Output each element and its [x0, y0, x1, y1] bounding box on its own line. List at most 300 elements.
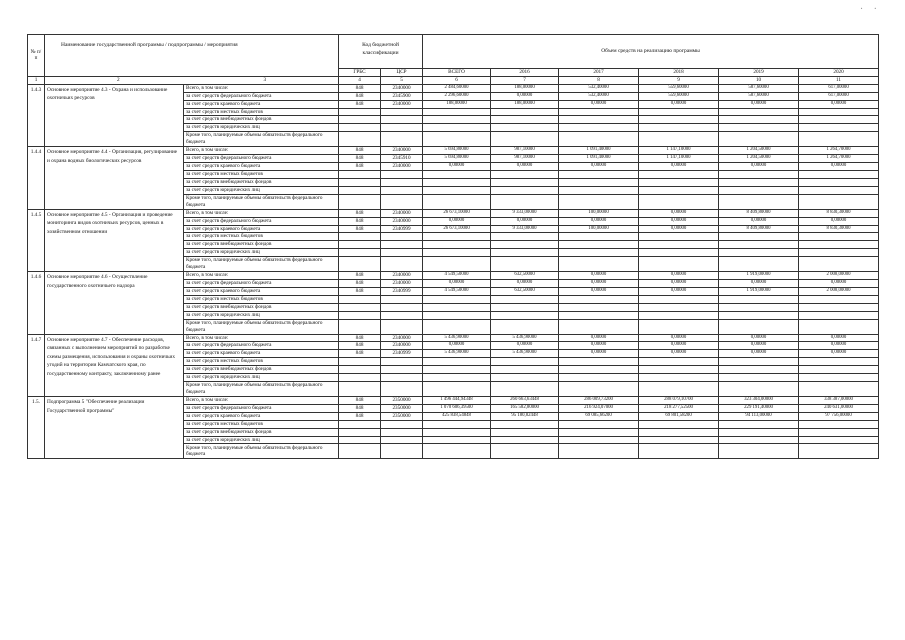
empty-cell: [559, 295, 639, 303]
empty-cell: [799, 374, 879, 382]
empty-cell: [491, 358, 559, 366]
amount-cell: 1 091,40000: [559, 155, 639, 163]
funding-source: за счет средств юридических лиц: [184, 124, 339, 132]
empty-cell: [799, 319, 879, 334]
amount-cell: 0,00000: [559, 342, 639, 350]
amount-cell: 0,00000: [423, 280, 491, 288]
amount-cell: 0,00000: [423, 342, 491, 350]
csr-code: 2340000: [381, 334, 423, 342]
amount-cell: 1 496 444,94348: [423, 397, 491, 405]
empty-cell: [719, 319, 799, 334]
empty-cell: [381, 420, 423, 428]
amount-cell: 0,00000: [423, 217, 491, 225]
funding-source: за счет средств местных бюджетов: [184, 170, 339, 178]
grbs-code: 848: [339, 334, 381, 342]
empty-cell: [639, 420, 719, 428]
amount-cell: 0,00000: [559, 272, 639, 280]
col-number: 10: [719, 76, 799, 84]
amount-cell: 5 436,90000: [423, 350, 491, 358]
amount-cell: 0,00000: [799, 280, 879, 288]
empty-cell: [339, 428, 381, 436]
empty-cell: [381, 249, 423, 257]
empty-cell: [559, 249, 639, 257]
empty-cell: [381, 366, 423, 374]
csr-code: 2340000: [381, 272, 423, 280]
empty-cell: [799, 132, 879, 147]
empty-cell: [423, 382, 491, 397]
csr-code: 2340000: [381, 217, 423, 225]
funding-source: Кроме того, планируемые объемы обязательств федерального бюджета: [184, 444, 339, 459]
empty-cell: [719, 366, 799, 374]
csr-code: 2340000: [381, 163, 423, 171]
empty-cell: [491, 186, 559, 194]
csr-code: 2340000: [381, 147, 423, 155]
csr-code: 2340000: [381, 209, 423, 217]
empty-cell: [559, 178, 639, 186]
empty-cell: [339, 132, 381, 147]
empty-cell: [719, 358, 799, 366]
amount-cell: 1 919,00000: [719, 287, 799, 295]
empty-cell: [559, 194, 639, 209]
amount-cell: 0,00000: [639, 334, 719, 342]
empty-cell: [719, 444, 799, 459]
amount-cell: 216 924,07000: [559, 404, 639, 412]
grbs-code: 848: [339, 397, 381, 405]
empty-cell: [381, 178, 423, 186]
empty-cell: [719, 249, 799, 257]
header-grbs: ГРБС: [339, 69, 381, 77]
empty-cell: [799, 186, 879, 194]
empty-cell: [639, 132, 719, 147]
funding-source: Всего, в том числе:: [184, 209, 339, 217]
funding-source: за счет средств внебюджетных фондов: [184, 241, 339, 249]
empty-cell: [559, 382, 639, 397]
empty-cell: [559, 366, 639, 374]
amount-cell: 0,00000: [639, 350, 719, 358]
amount-cell: 632,50000: [491, 287, 559, 295]
empty-cell: [339, 319, 381, 334]
row-number: 1.4.6: [28, 272, 45, 334]
empty-cell: [559, 116, 639, 124]
table-row: [28, 397, 879, 405]
table-row: [28, 84, 879, 92]
empty-cell: [339, 444, 381, 459]
empty-cell: [491, 311, 559, 319]
empty-cell: [719, 295, 799, 303]
row-number: 1.4.5: [28, 209, 45, 271]
measure-name: Подпрограмма 5 "Обеспечение реализации Государственной программы": [45, 397, 184, 459]
amount-cell: 0,00000: [491, 163, 559, 171]
empty-cell: [799, 382, 879, 397]
amount-cell: 0,00000: [719, 342, 799, 350]
empty-cell: [423, 444, 491, 459]
amount-cell: 0,00000: [799, 163, 879, 171]
empty-cell: [381, 319, 423, 334]
empty-cell: [639, 311, 719, 319]
empty-cell: [799, 311, 879, 319]
amount-cell: 0,00000: [639, 209, 719, 217]
amount-cell: 559,60000: [639, 92, 719, 100]
empty-cell: [719, 374, 799, 382]
empty-cell: [719, 170, 799, 178]
empty-cell: [339, 295, 381, 303]
empty-cell: [719, 241, 799, 249]
amount-cell: 0,00000: [491, 92, 559, 100]
funding-source: за счет средств федерального бюджета: [184, 217, 339, 225]
grbs-code: 848: [339, 163, 381, 171]
empty-cell: [339, 303, 381, 311]
empty-cell: [559, 358, 639, 366]
amount-cell: 0,00000: [639, 280, 719, 288]
empty-cell: [339, 108, 381, 116]
empty-cell: [639, 249, 719, 257]
grbs-code: 848: [339, 209, 381, 217]
empty-cell: [719, 194, 799, 209]
empty-cell: [423, 374, 491, 382]
empty-cell: [799, 420, 879, 428]
amount-cell: 1 070 606,39500: [423, 404, 491, 412]
row-number: 1.4.3: [28, 84, 45, 146]
header-volume: Объем средств на реализацию программы: [423, 35, 879, 69]
amount-cell: 229 191,40000: [719, 404, 799, 412]
row-number: 1.4.4: [28, 147, 45, 209]
amount-cell: 5 436,90000: [491, 334, 559, 342]
empty-cell: [719, 257, 799, 272]
empty-cell: [639, 178, 719, 186]
empty-cell: [491, 178, 559, 186]
amount-cell: 8 830,30000: [799, 209, 879, 217]
empty-cell: [491, 366, 559, 374]
empty-cell: [639, 186, 719, 194]
empty-cell: [799, 178, 879, 186]
empty-cell: [799, 428, 879, 436]
measure-name: Основное мероприятие 4.7 - Обеспечение расходов, связанных с выполнением мероприятий по разработке схемы размещения, использования и охраны охотничьих угодий на территории Камчатского края, по государственному контракту, заключенному ранее: [45, 334, 184, 396]
empty-cell: [719, 436, 799, 444]
empty-cell: [339, 249, 381, 257]
empty-cell: [339, 116, 381, 124]
csr-code: 2340999: [381, 287, 423, 295]
empty-cell: [423, 194, 491, 209]
empty-cell: [559, 257, 639, 272]
empty-cell: [423, 249, 491, 257]
funding-source: за счет средств юридических лиц: [184, 186, 339, 194]
funding-source: Кроме того, планируемые объемы обязательств федерального бюджета: [184, 319, 339, 334]
empty-cell: [491, 295, 559, 303]
amount-cell: 165 582,80000: [491, 404, 559, 412]
empty-cell: [799, 170, 879, 178]
funding-source: за счет средств федерального бюджета: [184, 155, 339, 163]
grbs-code: 848: [339, 217, 381, 225]
amount-cell: 0,00000: [799, 100, 879, 108]
col-number: 9: [639, 76, 719, 84]
amount-cell: 0,00000: [491, 217, 559, 225]
amount-cell: 0,00000: [639, 217, 719, 225]
empty-cell: [639, 444, 719, 459]
empty-cell: [381, 186, 423, 194]
amount-cell: 617,00000: [799, 92, 879, 100]
empty-cell: [559, 108, 639, 116]
empty-cell: [339, 233, 381, 241]
funding-source: Всего, в том числе:: [184, 84, 339, 92]
empty-cell: [423, 116, 491, 124]
empty-cell: [639, 124, 719, 132]
funding-source: за счет средств юридических лиц: [184, 249, 339, 257]
empty-cell: [339, 358, 381, 366]
empty-cell: [381, 108, 423, 116]
amount-cell: 587,60000: [719, 84, 799, 92]
empty-cell: [639, 319, 719, 334]
amount-cell: 9 333,00000: [491, 225, 559, 233]
amount-cell: 1 204,50000: [719, 147, 799, 155]
empty-cell: [639, 436, 719, 444]
grbs-code: 848: [339, 100, 381, 108]
csr-code: 2345910: [381, 155, 423, 163]
grbs-code: 848: [339, 272, 381, 280]
empty-cell: [339, 241, 381, 249]
amount-cell: 587,60000: [719, 92, 799, 100]
amount-cell: 0,00000: [423, 163, 491, 171]
empty-cell: [339, 420, 381, 428]
empty-cell: [639, 374, 719, 382]
grbs-code: 848: [339, 155, 381, 163]
measure-name: Основное мероприятие 4.4 - Организация, регулирование и охрана водных биологических ресурсов: [45, 147, 184, 209]
empty-cell: [381, 374, 423, 382]
empty-cell: [381, 257, 423, 272]
amount-cell: 987,10000: [491, 155, 559, 163]
amount-cell: 69 085,66200: [559, 412, 639, 420]
col-number: 4: [339, 76, 381, 84]
amount-cell: 0,00000: [639, 163, 719, 171]
funding-source: за счет средств краевого бюджета: [184, 412, 339, 420]
empty-cell: [719, 116, 799, 124]
funding-source: за счет средств внебюджетных фондов: [184, 428, 339, 436]
empty-cell: [423, 233, 491, 241]
col-number: [45, 76, 339, 84]
amount-cell: 559,60000: [639, 84, 719, 92]
funding-source: Кроме того, планируемые объемы обязательств федерального бюджета: [184, 257, 339, 272]
funding-source: за счет средств юридических лиц: [184, 436, 339, 444]
empty-cell: [559, 319, 639, 334]
empty-cell: [339, 257, 381, 272]
amount-cell: 0,00000: [559, 217, 639, 225]
empty-cell: [381, 444, 423, 459]
col-number: 6: [423, 76, 491, 84]
csr-code: 2340000: [381, 342, 423, 350]
empty-cell: [639, 358, 719, 366]
empty-cell: [639, 241, 719, 249]
empty-cell: [719, 124, 799, 132]
amount-cell: 2 008,00000: [799, 287, 879, 295]
empty-cell: [491, 374, 559, 382]
grbs-code: 848: [339, 225, 381, 233]
empty-cell: [339, 382, 381, 397]
funding-source: за счет средств федерального бюджета: [184, 92, 339, 100]
funding-source: за счет средств федерального бюджета: [184, 280, 339, 288]
empty-cell: [381, 132, 423, 147]
empty-cell: [339, 124, 381, 132]
amount-cell: 260 663,63448: [491, 397, 559, 405]
empty-cell: [639, 170, 719, 178]
empty-cell: [559, 241, 639, 249]
empty-cell: [639, 366, 719, 374]
empty-cell: [491, 124, 559, 132]
empty-cell: [339, 311, 381, 319]
empty-cell: [719, 311, 799, 319]
empty-cell: [639, 194, 719, 209]
amount-cell: 188,00000: [491, 100, 559, 108]
empty-cell: [799, 366, 879, 374]
empty-cell: [639, 295, 719, 303]
empty-cell: [799, 303, 879, 311]
funding-source: за счет средств федерального бюджета: [184, 342, 339, 350]
empty-cell: [491, 170, 559, 178]
amount-cell: 632,50000: [491, 272, 559, 280]
amount-cell: 0,00000: [799, 334, 879, 342]
empty-cell: [719, 382, 799, 397]
empty-cell: [559, 420, 639, 428]
amount-cell: 0,00000: [639, 100, 719, 108]
empty-cell: [381, 194, 423, 209]
grbs-code: 848: [339, 342, 381, 350]
funding-source: за счет средств местных бюджетов: [184, 233, 339, 241]
empty-cell: [423, 366, 491, 374]
csr-code: 2350000: [381, 412, 423, 420]
empty-cell: [423, 358, 491, 366]
empty-cell: [639, 382, 719, 397]
empty-cell: [719, 303, 799, 311]
funding-source: Всего, в том числе:: [184, 272, 339, 280]
empty-cell: [799, 249, 879, 257]
empty-cell: [559, 132, 639, 147]
empty-cell: [491, 257, 559, 272]
grbs-code: 848: [339, 147, 381, 155]
header-csr: ЦСР: [381, 69, 423, 77]
empty-cell: [381, 382, 423, 397]
empty-cell: [559, 124, 639, 132]
empty-cell: [491, 382, 559, 397]
amount-cell: 1 919,00000: [719, 272, 799, 280]
funding-source: за счет средств краевого бюджета: [184, 350, 339, 358]
empty-cell: [491, 194, 559, 209]
amount-cell: 0,00000: [719, 100, 799, 108]
empty-cell: [559, 186, 639, 194]
empty-cell: [381, 241, 423, 249]
amount-cell: 338 387,00000: [799, 397, 879, 405]
empty-cell: [719, 420, 799, 428]
empty-cell: [491, 444, 559, 459]
amount-cell: 100,00000: [559, 209, 639, 217]
funding-source: за счет средств внебюджетных фондов: [184, 303, 339, 311]
funding-source: за счет средств местных бюджетов: [184, 108, 339, 116]
amount-cell: 1 204,50000: [719, 155, 799, 163]
amount-cell: 240 631,00000: [799, 404, 879, 412]
scan-dots: · ·: [859, 4, 881, 15]
empty-cell: [381, 358, 423, 366]
amount-cell: 188,00000: [491, 84, 559, 92]
col-number: 3: [263, 76, 267, 83]
grbs-code: 848: [339, 287, 381, 295]
empty-cell: [559, 428, 639, 436]
csr-code: 2340999: [381, 350, 423, 358]
empty-cell: [423, 170, 491, 178]
grbs-code: 848: [339, 92, 381, 100]
amount-cell: 0,00000: [559, 280, 639, 288]
funding-source: за счет средств юридических лиц: [184, 311, 339, 319]
amount-cell: 5 694,80000: [423, 147, 491, 155]
empty-cell: [381, 233, 423, 241]
amount-cell: 0,00000: [639, 272, 719, 280]
empty-cell: [339, 366, 381, 374]
empty-cell: [559, 444, 639, 459]
csr-code: 2350000: [381, 404, 423, 412]
amount-cell: 617,00000: [799, 84, 879, 92]
col-number: 1: [28, 76, 45, 84]
amount-cell: 2 008,00000: [799, 272, 879, 280]
empty-cell: [339, 186, 381, 194]
empty-cell: [719, 186, 799, 194]
empty-cell: [423, 319, 491, 334]
empty-cell: [423, 124, 491, 132]
measure-name: Основное мероприятие 4.5 - Организация и проведение мониторинга видов охотничьих ресурсов, ценных в хозяйственном отношении: [45, 209, 184, 271]
budget-table: [27, 34, 879, 459]
amount-cell: 532,40000: [559, 92, 639, 100]
header-year: 2019: [719, 69, 799, 77]
empty-cell: [491, 319, 559, 334]
amount-cell: 0,00000: [639, 342, 719, 350]
empty-cell: [423, 257, 491, 272]
amount-cell: 0,00000: [719, 217, 799, 225]
empty-cell: [639, 233, 719, 241]
empty-cell: [639, 116, 719, 124]
empty-cell: [799, 124, 879, 132]
empty-cell: [423, 186, 491, 194]
empty-cell: [491, 132, 559, 147]
empty-cell: [381, 303, 423, 311]
funding-source: за счет средств внебюджетных фондов: [184, 116, 339, 124]
empty-cell: [423, 178, 491, 186]
amount-cell: 288 079,10700: [639, 397, 719, 405]
empty-cell: [381, 124, 423, 132]
funding-source: Всего, в том числе:: [184, 334, 339, 342]
empty-cell: [423, 436, 491, 444]
header-code-group: Код бюджетной классификации: [339, 35, 423, 69]
amount-cell: 5 436,90000: [491, 350, 559, 358]
csr-code: 2340000: [381, 280, 423, 288]
col-number: 2: [116, 76, 120, 83]
funding-source: за счет средств краевого бюджета: [184, 163, 339, 171]
col-number: 11: [799, 76, 879, 84]
empty-cell: [719, 108, 799, 116]
empty-cell: [423, 295, 491, 303]
amount-cell: 323 304,00000: [719, 397, 799, 405]
amount-cell: 532,40000: [559, 84, 639, 92]
empty-cell: [559, 303, 639, 311]
empty-cell: [799, 358, 879, 366]
grbs-code: 848: [339, 412, 381, 420]
empty-cell: [559, 233, 639, 241]
empty-cell: [799, 241, 879, 249]
amount-cell: 0,00000: [799, 350, 879, 358]
table-row: [28, 209, 879, 217]
funding-source: за счет средств краевого бюджета: [184, 225, 339, 233]
empty-cell: [559, 170, 639, 178]
csr-code: 2340999: [381, 225, 423, 233]
csr-code: 2345900: [381, 92, 423, 100]
empty-cell: [381, 428, 423, 436]
header-year: 2017: [559, 69, 639, 77]
header-num: № п/п: [28, 35, 45, 77]
empty-cell: [423, 303, 491, 311]
